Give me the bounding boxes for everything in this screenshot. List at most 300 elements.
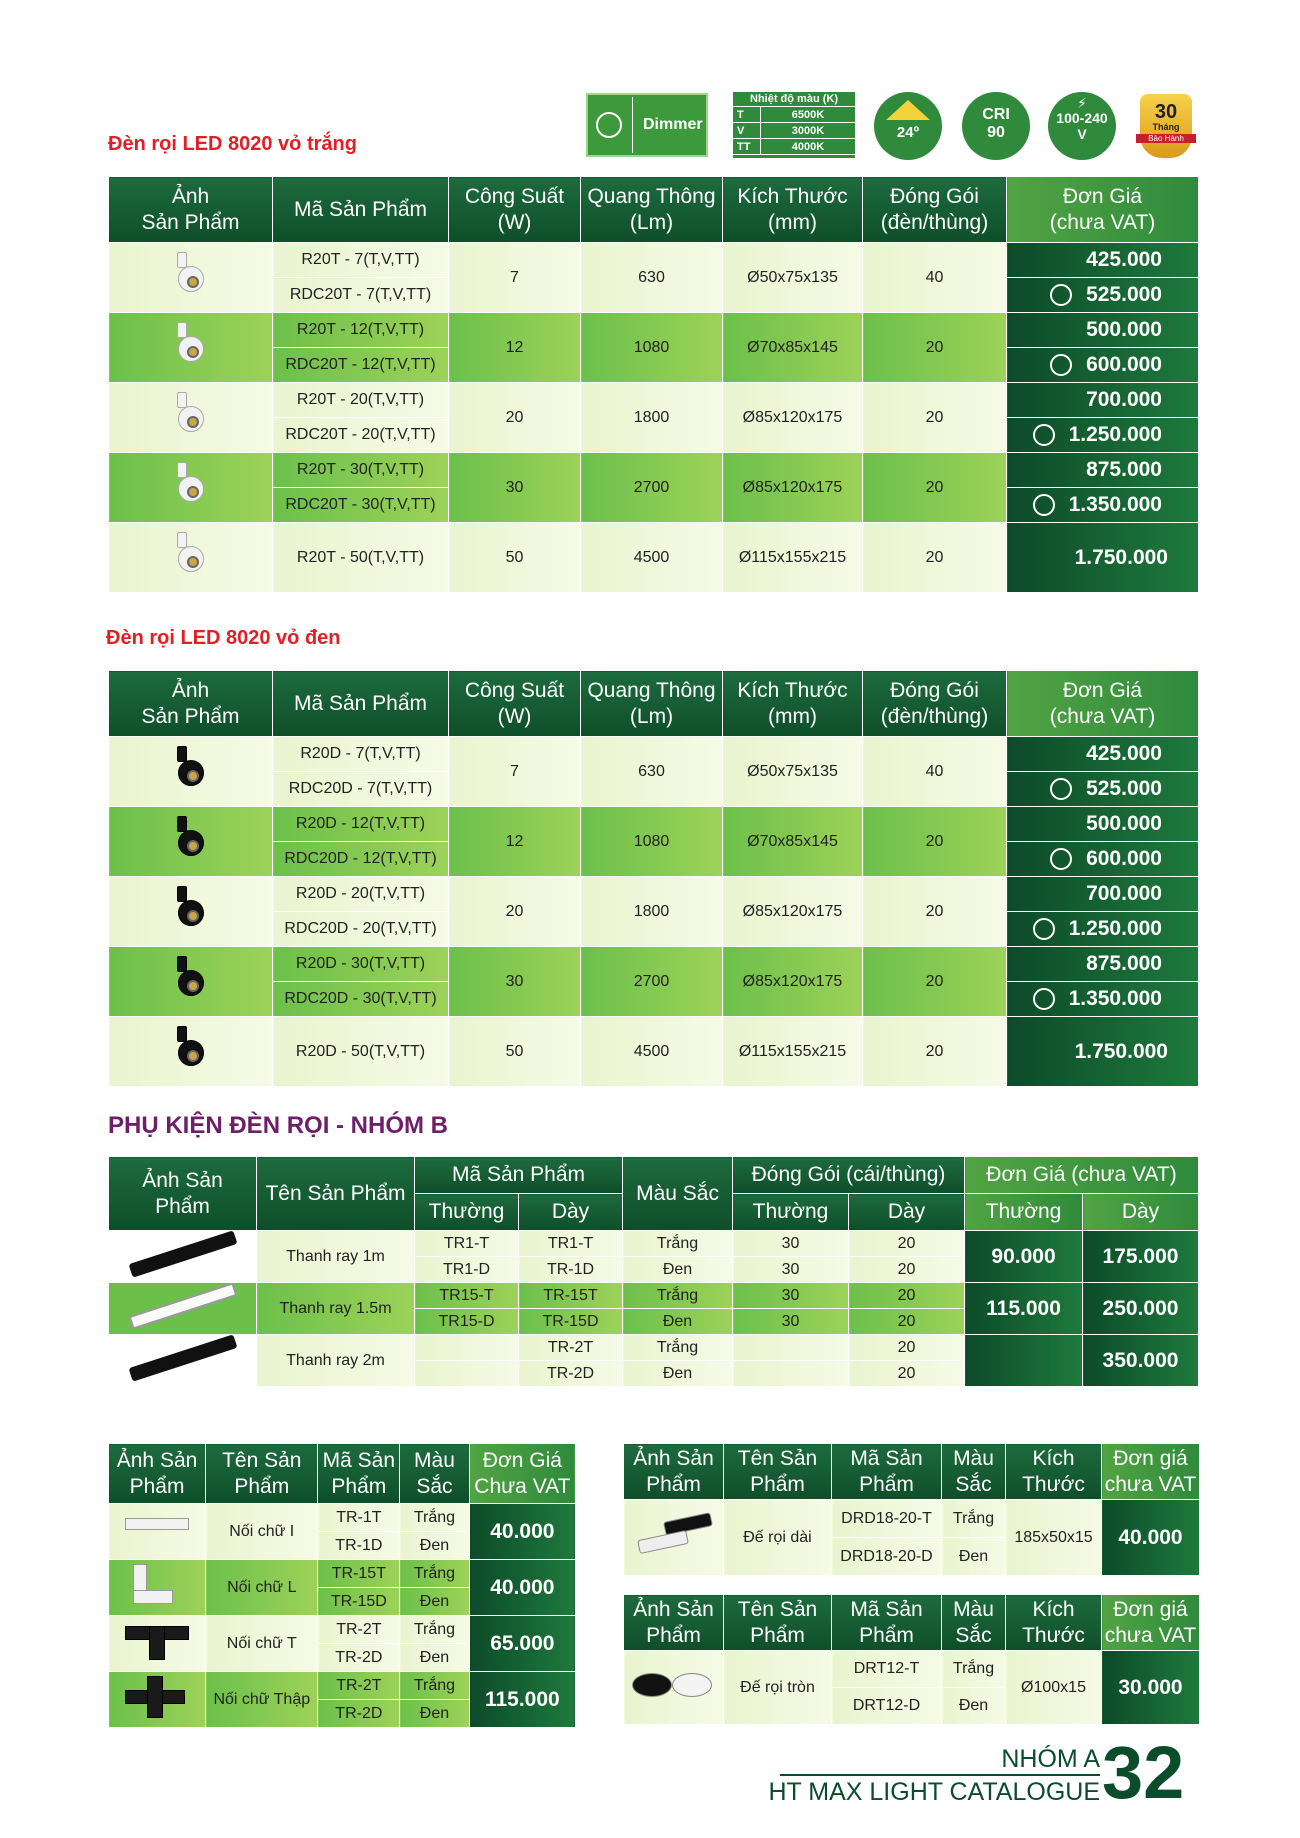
product-color: Trắng [400, 1616, 469, 1644]
header-price-line: Chưa VAT [474, 1474, 571, 1498]
price-value: 500.000 [1086, 812, 1162, 835]
product-color: Trắng [400, 1504, 469, 1532]
table-row [109, 1017, 1199, 1087]
white-lamp-table [108, 176, 1199, 593]
table-row [109, 947, 1199, 982]
dimmer-icon [1050, 284, 1072, 306]
header-img [624, 1595, 724, 1651]
price-cell [1007, 523, 1199, 593]
header-price [469, 1444, 575, 1504]
product-name: Đế rọi dài [724, 1500, 832, 1576]
product-image-cell [109, 523, 273, 593]
header-color-line: Màu [953, 1597, 994, 1621]
long-base-icon [634, 1515, 714, 1555]
code-normal [415, 1335, 519, 1361]
price-value: 525.000 [1086, 777, 1162, 800]
color-temp-row [733, 123, 855, 139]
price-normal [965, 1335, 1083, 1387]
cell-lumen: 1800 [581, 383, 723, 453]
product-name: Nối chữ T [206, 1616, 318, 1672]
product-image-cell [109, 1017, 273, 1087]
product-size: 185x50x15 [1006, 1500, 1102, 1576]
table-row [109, 1335, 1199, 1361]
product-size: Ø100x15 [1006, 1651, 1102, 1725]
warranty-number: 30 [1154, 101, 1178, 123]
price-cell: 40.000 [1102, 1500, 1200, 1576]
cell-lumen: 2700 [581, 453, 723, 523]
pack-normal [733, 1361, 849, 1387]
product-image-cell [109, 453, 273, 523]
product-color: Trắng [400, 1672, 469, 1700]
l-connector-icon [125, 1564, 189, 1606]
dimmer-icon [596, 112, 622, 138]
header-name [724, 1595, 832, 1651]
header-size [723, 177, 863, 243]
i-connector-icon [125, 1508, 189, 1550]
code-normal: TR15-D [415, 1309, 519, 1335]
accessory-section-title: PHỤ KIỆN ĐÈN RỌI - NHÓM B [108, 1112, 449, 1139]
price-cell [1007, 807, 1199, 842]
header-pack: Đóng Gói (cái/thùng) [733, 1157, 965, 1194]
header-name-line: Tên Sản [737, 1597, 818, 1621]
cell-size: Ø85x120x175 [723, 877, 863, 947]
spotlight-icon [172, 322, 210, 368]
product-code: TR-15T [318, 1560, 400, 1588]
cross-connector-icon [125, 1676, 189, 1718]
spotlight-icon [172, 392, 210, 438]
header-code [832, 1444, 942, 1500]
header-price-line: Đơn Giá [482, 1448, 562, 1472]
cell-lumen: 630 [581, 243, 723, 313]
code-normal: TR15-T [415, 1283, 519, 1309]
header-code-line: Phẩm [859, 1623, 914, 1647]
header-size [723, 671, 863, 737]
cell-pack: 20 [863, 313, 1007, 383]
product-name: Đế rọi tròn [724, 1651, 832, 1725]
header-price: Đơn Giá (chưa VAT) [965, 1157, 1199, 1194]
cell-size: Ø115x155x215 [723, 523, 863, 593]
header-power-line: Công Suất [464, 184, 565, 208]
warranty-unit: Tháng [1152, 122, 1180, 132]
price-value: 500.000 [1086, 318, 1162, 341]
header-normal: Thường [415, 1194, 519, 1231]
product-code: DRD18-20-T [832, 1500, 942, 1538]
cell-pack: 20 [863, 947, 1007, 1017]
cell-power: 7 [449, 243, 581, 313]
product-code: TR-2T [318, 1672, 400, 1700]
cell-power: 50 [449, 1017, 581, 1087]
cell-pack: 20 [863, 807, 1007, 877]
price-cell [1007, 912, 1199, 947]
header-price-line: (chưa VAT) [1049, 210, 1156, 234]
product-code: DRT12-D [832, 1688, 942, 1725]
round-base-table [623, 1594, 1200, 1725]
header-code-line: Phẩm [859, 1472, 914, 1496]
header-img-line: Phẩm [129, 1474, 185, 1498]
cell-pack: 20 [863, 877, 1007, 947]
dimmer-icon [1033, 494, 1055, 516]
price-cell [1007, 278, 1199, 313]
cell-lumen: 2700 [581, 947, 723, 1017]
table-row [109, 1616, 576, 1644]
product-code: TR-1T [318, 1504, 400, 1532]
header-pack-line: Đóng Gói [890, 678, 979, 702]
beam-angle-value: 24º [896, 124, 920, 141]
color: Trắng [623, 1335, 733, 1361]
price-cell [1007, 947, 1199, 982]
product-image-cell [109, 383, 273, 453]
cell-size: Ø70x85x145 [723, 313, 863, 383]
code-normal [415, 1361, 519, 1387]
price-value: 600.000 [1086, 353, 1162, 376]
long-base-table [623, 1443, 1200, 1576]
cell-pack: 20 [863, 383, 1007, 453]
cell-lumen: 4500 [581, 1017, 723, 1087]
header-code-line: Mã Sản [850, 1597, 923, 1621]
price-cell [1007, 488, 1199, 523]
price-value: 600.000 [1086, 847, 1162, 870]
price-cell [1007, 772, 1199, 807]
product-image-cell [109, 737, 273, 807]
header-size [1006, 1595, 1102, 1651]
price-value: 875.000 [1086, 952, 1162, 975]
price-value: 425.000 [1086, 248, 1162, 271]
header-price [1007, 177, 1199, 243]
header-img-line: Ảnh Sản [633, 1597, 714, 1621]
pack-normal: 30 [733, 1309, 849, 1335]
header-color [942, 1444, 1006, 1500]
price-value: 1.250.000 [1068, 917, 1162, 940]
product-code: RDC20D - 12(T,V,TT) [273, 842, 449, 877]
product-code: TR-15D [318, 1588, 400, 1616]
t-connector-icon [125, 1620, 189, 1662]
product-name: Thanh ray 1.5m [257, 1283, 415, 1335]
spotlight-icon [172, 746, 210, 792]
price-value: 700.000 [1086, 388, 1162, 411]
price-value: 1.750.000 [1074, 1039, 1168, 1063]
product-color: Đen [942, 1538, 1006, 1576]
cell-lumen: 1080 [581, 313, 723, 383]
pack-thick: 20 [849, 1257, 965, 1283]
header-image [109, 177, 273, 243]
product-color: Trắng [400, 1560, 469, 1588]
header-thick: Dày [849, 1194, 965, 1231]
header-img-line: Phẩm [646, 1623, 701, 1647]
header-pack-line: Đóng Gói [890, 184, 979, 208]
price-cell: 30.000 [1102, 1651, 1200, 1725]
black-section-title: Đèn rọi LED 8020 vỏ đen [106, 627, 341, 649]
product-image-cell [109, 877, 273, 947]
color-temp-title: Nhiệt độ màu (K) [733, 92, 855, 107]
header-size-line: Kích Thước [737, 184, 848, 208]
product-code: R20T - 30(T,V,TT) [273, 453, 449, 488]
dimmer-icon [1033, 424, 1055, 446]
color: Đen [623, 1361, 733, 1387]
product-code: DRT12-T [832, 1651, 942, 1688]
price-cell: 115.000 [469, 1672, 575, 1728]
price-cell [1007, 982, 1199, 1017]
color-temp-code: TT [733, 139, 761, 154]
header-pack-line: (đèn/thùng) [880, 704, 989, 728]
footer-group: NHÓM A [1001, 1745, 1100, 1773]
code-thick: TR-15D [519, 1309, 623, 1335]
header-lumen-line: Quang Thông [587, 678, 716, 702]
price-value: 1.250.000 [1068, 423, 1162, 446]
code-thick: TR-2D [519, 1361, 623, 1387]
code-thick: TR-15T [519, 1283, 623, 1309]
product-code: R20D - 12(T,V,TT) [273, 807, 449, 842]
header-lumen [581, 177, 723, 243]
color: Đen [623, 1309, 733, 1335]
pack-thick: 20 [849, 1335, 965, 1361]
header-pack [863, 177, 1007, 243]
color-temp-row [733, 107, 855, 123]
price-thick: 175.000 [1083, 1231, 1199, 1283]
table-row [109, 1231, 1199, 1257]
cell-power: 12 [449, 807, 581, 877]
header-code-line: Phẩm [331, 1474, 387, 1498]
header-code: Mã Sản Phẩm [415, 1157, 623, 1194]
product-code: TR-2D [318, 1644, 400, 1672]
cell-size: Ø50x75x135 [723, 737, 863, 807]
price-cell [1007, 1017, 1199, 1087]
product-name: Thanh ray 1m [257, 1231, 415, 1283]
product-image-cell [109, 807, 273, 877]
header-img-line: Ảnh Sản [633, 1446, 714, 1470]
header-name [206, 1444, 318, 1504]
product-color: Đen [400, 1532, 469, 1560]
header-price-line: Đơn Giá [1062, 678, 1143, 702]
product-color: Đen [400, 1700, 469, 1728]
price-cell [1007, 737, 1199, 772]
header-power-line: (W) [497, 210, 532, 234]
price-value: 1.350.000 [1068, 493, 1162, 516]
price-cell [1007, 348, 1199, 383]
table-row [109, 313, 1199, 348]
product-name: Nối chữ Thập [206, 1672, 318, 1728]
header-name-line: Tên Sản [222, 1448, 302, 1472]
header-img [109, 1444, 206, 1504]
rail-accessory-table [108, 1156, 1199, 1387]
black-lamp-table [108, 670, 1199, 1087]
table-row [109, 523, 1199, 593]
header-pack [863, 671, 1007, 737]
table-row [109, 243, 1199, 278]
beam-angle-icon [886, 100, 930, 120]
header-code [318, 1444, 400, 1504]
cell-power: 30 [449, 453, 581, 523]
table-row [109, 737, 1199, 772]
code-thick: TR-1D [519, 1257, 623, 1283]
product-color: Trắng [942, 1500, 1006, 1538]
cell-size: Ø85x120x175 [723, 453, 863, 523]
pack-normal: 30 [733, 1283, 849, 1309]
price-cell [1007, 842, 1199, 877]
spotlight-icon [172, 252, 210, 298]
dimmer-icon [1050, 354, 1072, 376]
pack-thick: 20 [849, 1309, 965, 1335]
cell-size: Ø70x85x145 [723, 807, 863, 877]
header-image [109, 1157, 257, 1231]
header-name-line: Phẩm [750, 1623, 805, 1647]
product-image-cell [109, 947, 273, 1017]
color-temp-code: T [733, 107, 761, 122]
header-lumen-line: (Lm) [629, 210, 674, 234]
product-code: R20T - 20(T,V,TT) [273, 383, 449, 418]
product-name: Nối chữ L [206, 1560, 318, 1616]
header-code: Mã Sản Phẩm [273, 671, 449, 737]
header-price-normal: Thường [965, 1194, 1083, 1231]
header-power [449, 671, 581, 737]
dimmer-icon [1050, 778, 1072, 800]
cell-size: Ø50x75x135 [723, 243, 863, 313]
product-color: Trắng [942, 1651, 1006, 1688]
rail-icon [128, 1283, 237, 1330]
code-normal: TR1-T [415, 1231, 519, 1257]
product-color: Đen [400, 1588, 469, 1616]
spotlight-icon [172, 956, 210, 1002]
beam-angle-badge [874, 92, 942, 160]
header-power [449, 177, 581, 243]
pack-thick: 20 [849, 1231, 965, 1257]
table-row [109, 877, 1199, 912]
connector-image-cell [109, 1616, 206, 1672]
header-lumen-line: (Lm) [629, 704, 674, 728]
header-price [1007, 671, 1199, 737]
footer-catalogue: HT MAX LIGHT CATALOGUE [768, 1778, 1100, 1806]
cell-power: 7 [449, 737, 581, 807]
header-lumen-line: Quang Thông [587, 184, 716, 208]
header-size-line: Thước [1022, 1472, 1085, 1496]
product-code: R20D - 20(T,V,TT) [273, 877, 449, 912]
code-normal: TR1-D [415, 1257, 519, 1283]
cell-pack: 40 [863, 737, 1007, 807]
header-price-line: chưa VAT [1104, 1472, 1197, 1496]
color-temp-code: V [733, 123, 761, 138]
header-size-line: (mm) [768, 210, 817, 234]
warranty-label: Bảo Hành [1136, 134, 1196, 143]
pack-normal: 30 [733, 1257, 849, 1283]
price-cell: 65.000 [469, 1616, 575, 1672]
lightning-icon: ⚡ [1077, 95, 1087, 111]
product-code: TR-2T [318, 1616, 400, 1644]
rail-image-cell [109, 1231, 257, 1283]
rail-icon [128, 1231, 237, 1278]
header-size-line: Kích Thước [737, 678, 848, 702]
price-value: 525.000 [1086, 283, 1162, 306]
header-size-line: Thước [1022, 1623, 1085, 1647]
spotlight-icon [172, 1026, 210, 1072]
code-thick: TR-2T [519, 1335, 623, 1361]
header-size-line: Kích [1032, 1597, 1075, 1621]
header-name-line: Tên Sản [737, 1446, 818, 1470]
connector-image-cell [109, 1504, 206, 1560]
price-cell [1007, 243, 1199, 278]
dimmer-label: Dimmer [643, 116, 703, 133]
cell-lumen: 630 [581, 737, 723, 807]
connector-image-cell [109, 1672, 206, 1728]
round-base-icon [632, 1665, 716, 1705]
spotlight-icon [172, 462, 210, 508]
header-code: Mã Sản Phẩm [273, 177, 449, 243]
rail-image-cell [109, 1335, 257, 1387]
price-cell [1007, 453, 1199, 488]
header-price-line: (chưa VAT) [1049, 704, 1156, 728]
product-code: R20D - 50(T,V,TT) [273, 1017, 449, 1087]
product-code: R20D - 7(T,V,TT) [273, 737, 449, 772]
header-image-line: Sản Phẩm [141, 704, 240, 728]
dimmer-icon [1050, 848, 1072, 870]
header-price-line: chưa VAT [1104, 1623, 1197, 1647]
spotlight-icon [172, 816, 210, 862]
header-image-line: Sản Phẩm [141, 210, 240, 234]
dimmer-icon [1033, 918, 1055, 940]
warranty-badge [1140, 94, 1192, 158]
cell-pack: 40 [863, 243, 1007, 313]
rail-image-cell [109, 1283, 257, 1335]
header-color-line: Sắc [955, 1472, 992, 1496]
voltage-badge [1048, 92, 1116, 160]
product-code: RDC20D - 20(T,V,TT) [273, 912, 449, 947]
cell-size: Ø85x120x175 [723, 383, 863, 453]
header-power-line: Công Suất [464, 678, 565, 702]
header-price [1102, 1444, 1200, 1500]
cell-pack: 20 [863, 453, 1007, 523]
cell-lumen: 1800 [581, 877, 723, 947]
table-row [109, 453, 1199, 488]
header-thick: Dày [519, 1194, 623, 1231]
table-row [109, 1504, 576, 1532]
spotlight-icon [172, 886, 210, 932]
product-image-cell [109, 313, 273, 383]
header-size-line: Kích [1032, 1446, 1075, 1470]
connector-image-cell [109, 1560, 206, 1616]
product-color: Đen [942, 1688, 1006, 1725]
header-img [624, 1444, 724, 1500]
header-price-line: Đơn giá [1113, 1597, 1188, 1621]
product-code: RDC20T - 12(T,V,TT) [273, 348, 449, 383]
header-name-line: Phẩm [750, 1472, 805, 1496]
price-cell: 40.000 [469, 1560, 575, 1616]
price-value: 875.000 [1086, 458, 1162, 481]
product-code: TR-1D [318, 1532, 400, 1560]
cell-power: 50 [449, 523, 581, 593]
price-thick: 350.000 [1083, 1335, 1199, 1387]
color-temp-badge [733, 92, 855, 158]
header-image-line: Ảnh [171, 678, 210, 702]
header-power-line: (W) [497, 704, 532, 728]
color-temp-value: 6500K [791, 109, 825, 121]
base-image-cell [624, 1651, 724, 1725]
dimmer-badge [586, 93, 708, 157]
pack-normal: 30 [733, 1231, 849, 1257]
product-code: TR-2D [318, 1700, 400, 1728]
cell-size: Ø115x155x215 [723, 1017, 863, 1087]
cell-lumen: 1080 [581, 807, 723, 877]
color-temp-row [733, 139, 855, 155]
header-color: Màu Sắc [623, 1157, 733, 1231]
cell-size: Ø85x120x175 [723, 947, 863, 1017]
table-row [109, 383, 1199, 418]
code-thick: TR1-T [519, 1231, 623, 1257]
cri-label: CRI [982, 106, 1010, 123]
header-price-line: Đơn Giá [1062, 184, 1143, 208]
product-name: Nối chữ I [206, 1504, 318, 1560]
header-img-line: Phẩm [646, 1472, 701, 1496]
product-code: R20T - 12(T,V,TT) [273, 313, 449, 348]
product-image-cell [109, 243, 273, 313]
product-code: RDC20D - 30(T,V,TT) [273, 982, 449, 1017]
